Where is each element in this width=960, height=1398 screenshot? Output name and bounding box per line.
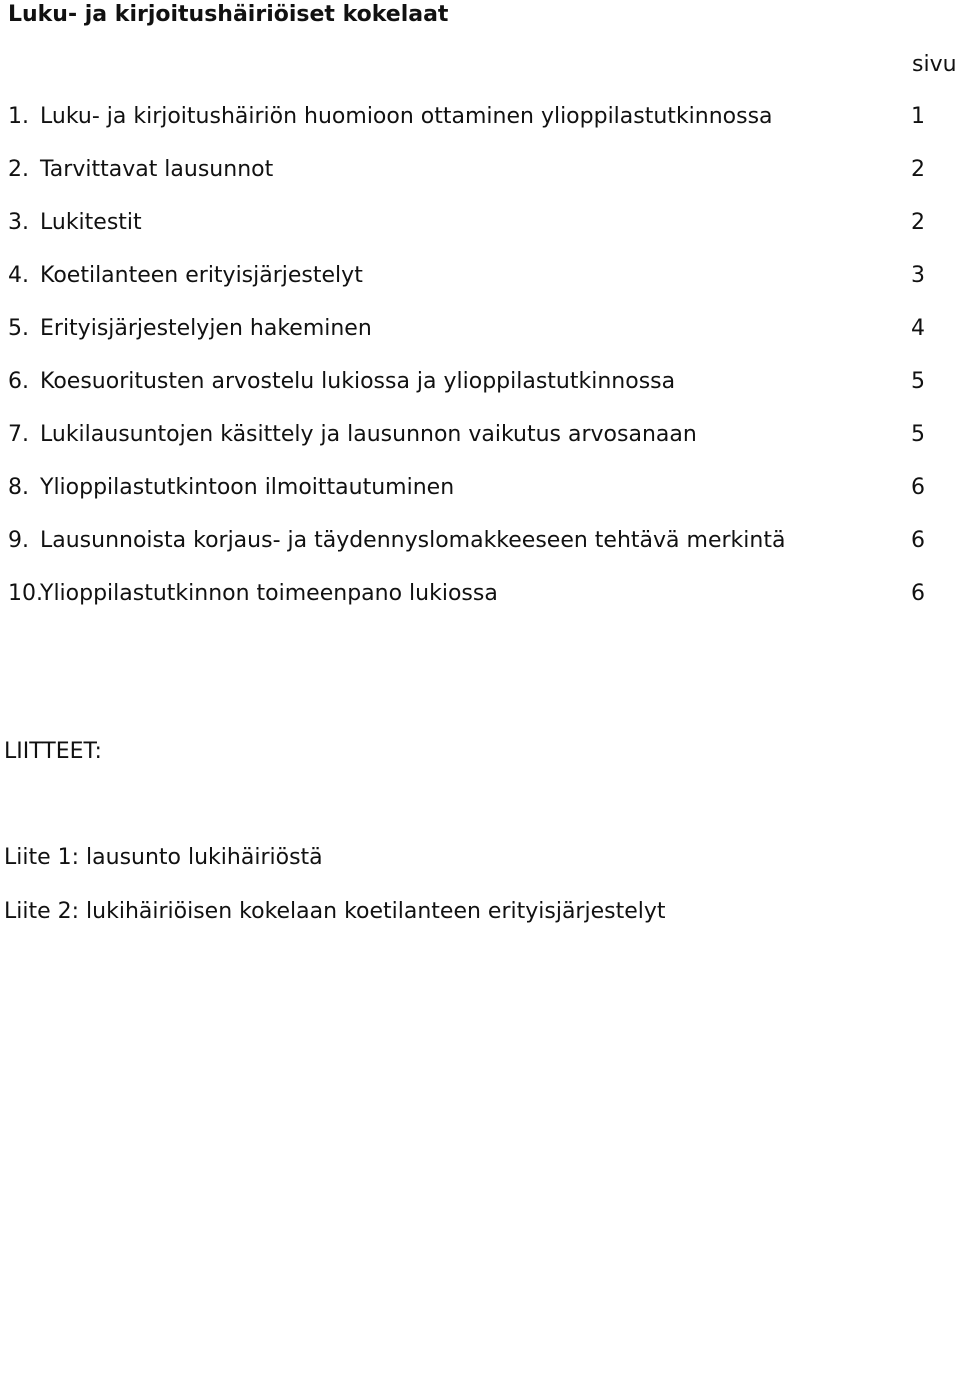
- appendix-list: [4, 843, 666, 951]
- toc-item: [8, 314, 960, 367]
- toc-item-page: 3: [911, 263, 925, 288]
- toc-item-title: Lukilausuntojen käsittely ja lausunnon vaikutus arvosanaan: [40, 422, 697, 447]
- appendix-item: Liite 1: lausunto lukihäiriöstä: [4, 845, 323, 870]
- toc-item: [8, 526, 960, 579]
- toc-item-title: Lukitestit: [40, 210, 142, 235]
- toc-item: [8, 420, 960, 473]
- toc-item-number: 1.: [8, 104, 29, 129]
- toc-item: [8, 261, 960, 314]
- toc-item-page: 1: [911, 104, 925, 129]
- toc-item-number: 10.: [8, 581, 43, 606]
- toc-item-page: 2: [911, 157, 925, 182]
- toc-item: [8, 208, 960, 261]
- toc-item-number: 8.: [8, 475, 29, 500]
- toc-item-number: 3.: [8, 210, 29, 235]
- toc-item-page: 5: [911, 422, 925, 447]
- toc-item-number: 4.: [8, 263, 29, 288]
- toc-item-number: 9.: [8, 528, 29, 553]
- toc-item-title: Ylioppilastutkinnon toimeenpano lukiossa: [40, 581, 498, 606]
- appendix-item: Liite 2: lukihäiriöisen kokelaan koetilanteen erityisjärjestelyt: [4, 899, 666, 924]
- toc-item-number: 7.: [8, 422, 29, 447]
- toc-item: [8, 155, 960, 208]
- toc-item: [8, 579, 960, 632]
- toc-item-title: Luku- ja kirjoitushäiriön huomioon ottaminen ylioppilastutkinnossa: [40, 104, 773, 129]
- toc-item-number: 5.: [8, 316, 29, 341]
- toc-item: [8, 102, 960, 155]
- toc-item: [8, 367, 960, 420]
- toc-item-title: Ylioppilastutkintoon ilmoittautuminen: [40, 475, 455, 500]
- table-of-contents: [8, 102, 960, 632]
- document-title: Luku- ja kirjoitushäiriöiset kokelaat: [8, 2, 449, 27]
- toc-item: [8, 473, 960, 526]
- toc-item-page: 5: [911, 369, 925, 394]
- toc-item-title: Tarvittavat lausunnot: [40, 157, 274, 182]
- appendices-heading: LIITTEET:: [4, 739, 102, 764]
- toc-item-title: Erityisjärjestelyjen hakeminen: [40, 316, 372, 341]
- toc-item-title: Koetilanteen erityisjärjestelyt: [40, 263, 363, 288]
- toc-item-number: 6.: [8, 369, 29, 394]
- toc-item-page: 6: [911, 475, 925, 500]
- toc-item-page: 2: [911, 210, 925, 235]
- toc-item-page: 4: [911, 316, 925, 341]
- toc-item-number: 2.: [8, 157, 29, 182]
- toc-item-title: Koesuoritusten arvostelu lukiossa ja ylioppilastutkinnossa: [40, 369, 676, 394]
- toc-item-page: 6: [911, 581, 925, 606]
- toc-item-page: 6: [911, 528, 925, 553]
- toc-item-title: Lausunnoista korjaus- ja täydennyslomakkeeseen tehtävä merkintä: [40, 528, 786, 553]
- page-column-header: sivu: [912, 52, 957, 77]
